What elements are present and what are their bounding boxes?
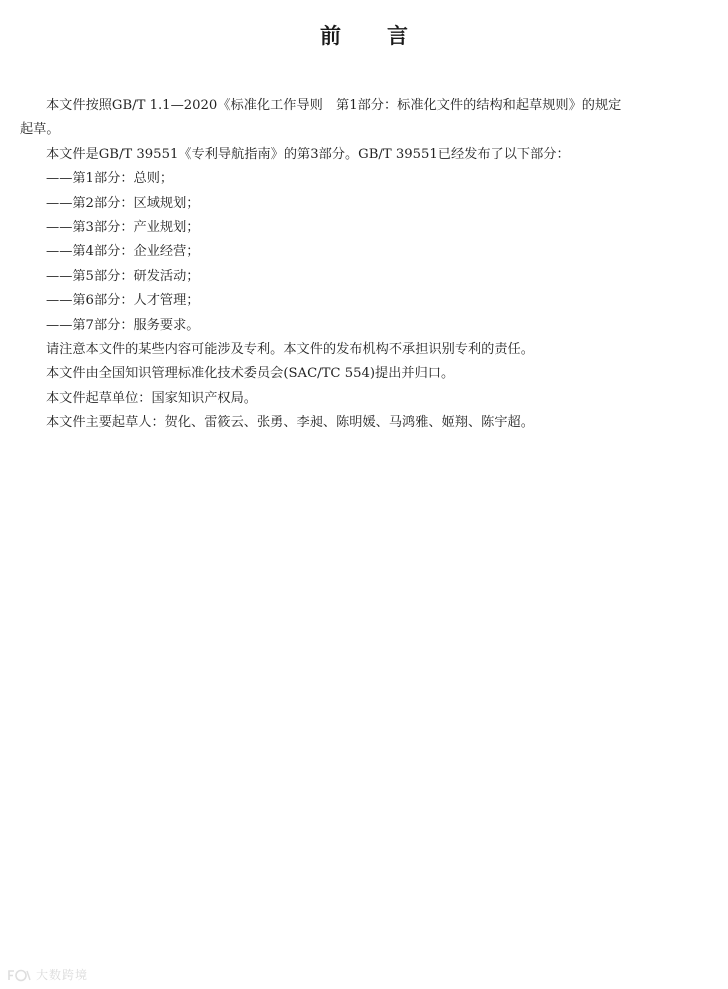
paragraph-proposer: 本文件由全国知识管理标准化技术委员会(SAC/TC 554)提出并归口。 [46, 366, 455, 382]
list-item-part-3: ——第3部分：产业规划； [46, 220, 200, 236]
watermark-text: 大数跨境 [36, 968, 89, 982]
list-item-part-1: ——第1部分：总则； [46, 171, 174, 187]
list-item-part-7: ——第7部分：服务要求。 [46, 317, 200, 333]
list-item-part-6: ——第6部分：人才管理； [46, 293, 200, 309]
paragraph-drafters: 本文件主要起草人：贺化、雷筱云、张勇、李昶、陈明媛、马鸿雅、姬翔、陈宇超。 [46, 415, 534, 431]
paragraph-patent-notice: 请注意本文件的某些内容可能涉及专利。本文件的发布机构不承担识别专利的责任。 [46, 342, 534, 358]
paragraph-structure-rule-continuation: 起草。 [20, 122, 60, 138]
watermark [6, 966, 88, 983]
list-item-part-5: ——第5部分：研发活动； [46, 268, 200, 284]
paragraph-structure-rule: 本文件按照GB/T 1.1—2020《标准化工作导则 第1部分：标准化文件的结构和起草规则》的规定 [46, 98, 622, 113]
page-title: 前言 [320, 24, 454, 48]
list-item-part-4: ——第4部分：企业经营； [46, 244, 200, 260]
document-body [20, 94, 720, 436]
paragraph-part-of-series: 本文件是GB/T 39551《专利导航指南》的第3部分。GB/T 39551已经发布了以下部分： [46, 146, 570, 162]
paragraph-drafting-unit: 本文件起草单位：国家知识产权局。 [46, 390, 257, 406]
watermark-logo-icon [6, 967, 32, 983]
list-item-part-2: ——第2部分：区域规划； [46, 195, 200, 211]
